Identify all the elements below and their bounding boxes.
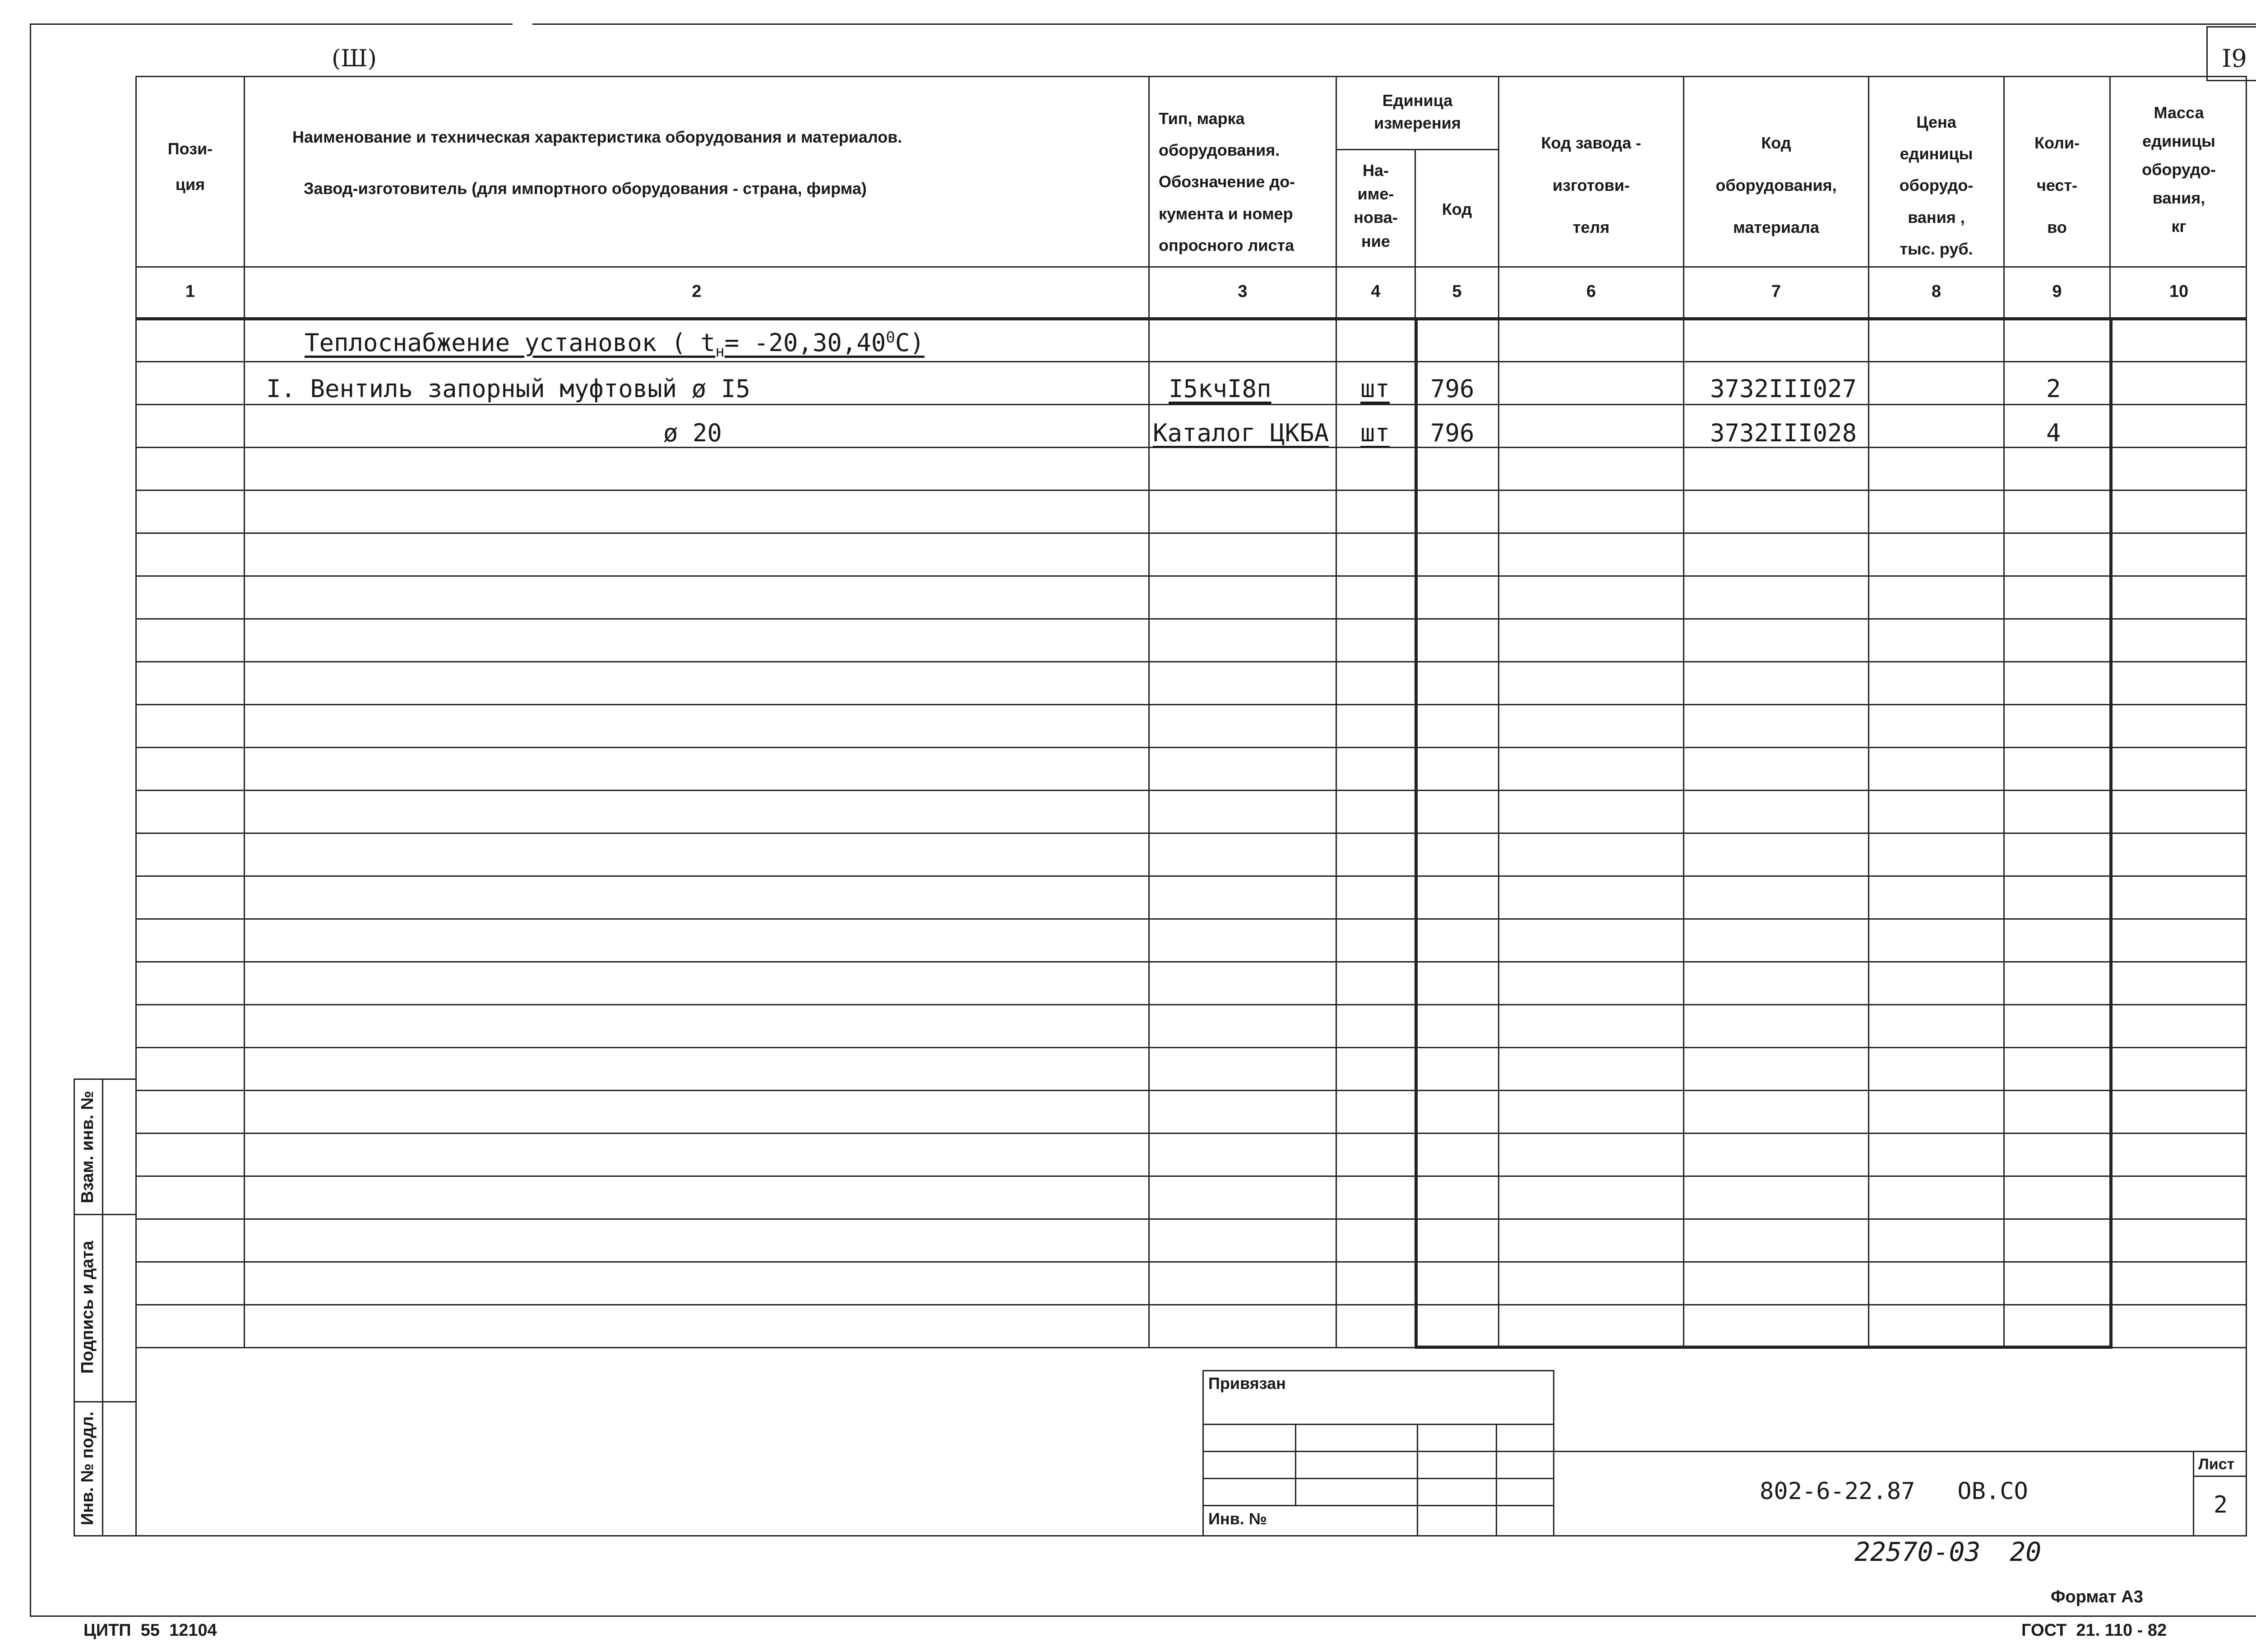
section-title-end: С) xyxy=(895,329,925,357)
row-line xyxy=(135,661,2247,662)
list-label: Лист xyxy=(2198,1456,2235,1473)
row2-unit-code: 796 xyxy=(1430,419,1475,447)
header-type: Тип, марка оборудования. Обозначение до- кумента и номер опросного листа xyxy=(1159,109,1295,255)
handwritten-number xyxy=(1854,1536,2041,1567)
row-line xyxy=(135,747,2247,748)
side-stamp-divider xyxy=(102,1078,103,1536)
left-border xyxy=(30,23,31,1616)
row-line xyxy=(135,875,2247,877)
row1-name: I. Вентиль запорный муфтовый ø I5 xyxy=(266,375,750,403)
privyazan-line xyxy=(1202,1424,1554,1425)
header-unit-code: Код xyxy=(1442,200,1472,218)
doc-block-top xyxy=(1554,1451,2247,1452)
row-line xyxy=(135,1261,2247,1263)
privyazan-divider xyxy=(1417,1424,1418,1536)
row-line xyxy=(135,575,2247,577)
privyazan-line xyxy=(1202,1505,1554,1506)
row-line xyxy=(135,618,2247,620)
roman-mark: (Ш) xyxy=(332,45,377,72)
row1-equipment-code: 3732III027 xyxy=(1710,375,1857,403)
row-line xyxy=(135,961,2247,963)
side-inv-podl-label: Инв. № подл. xyxy=(78,1411,97,1526)
footer-format: Формат А3 xyxy=(2051,1587,2143,1606)
section-title xyxy=(305,329,925,361)
row1-type: I5кчI8п xyxy=(1169,375,1271,403)
col-line-2 xyxy=(1148,76,1150,1347)
row-line xyxy=(135,1218,2247,1220)
header-unit-name: На- име- нова- ние xyxy=(1354,161,1398,250)
row-line xyxy=(135,833,2247,834)
row-line xyxy=(135,1133,2247,1134)
side-vzam-label: Взам. инв. № xyxy=(78,1091,97,1203)
row-line xyxy=(135,1175,2247,1177)
col-line-7 xyxy=(1868,76,1869,1347)
header-name-line1: Наименование и техническая характеристика оборудования и материалов. xyxy=(292,128,902,146)
row-line xyxy=(135,918,2247,920)
col-line-1 xyxy=(244,76,245,1347)
row2-unit-name: шт xyxy=(1360,419,1390,447)
privyazan-divider xyxy=(1496,1424,1497,1536)
col-line-8 xyxy=(2003,76,2005,1347)
column-number-1: 1 xyxy=(185,282,195,301)
row-line xyxy=(135,790,2247,791)
footer-left-code: ЦИТП 55 12104 xyxy=(83,1621,217,1640)
col-line-3 xyxy=(1336,76,1337,1347)
row-line xyxy=(135,1347,2247,1348)
document-code: 802-6-22.87 ОВ.СО xyxy=(1760,1478,2028,1505)
column-number-4: 4 xyxy=(1371,282,1381,301)
list-box-line xyxy=(2193,1476,2247,1477)
privyazan-line xyxy=(1202,1451,1554,1452)
row1-unit-code: 796 xyxy=(1430,375,1475,403)
column-number-2: 2 xyxy=(692,282,702,301)
privyazan-label: Привязан xyxy=(1208,1374,1286,1393)
side-podpis-label: Подпись и дата xyxy=(78,1240,97,1374)
section-title-main: Теплоснабжение установок ( t xyxy=(305,329,716,357)
row-line xyxy=(135,1004,2247,1005)
top-border-left xyxy=(30,23,513,25)
colnum-bottom-line xyxy=(135,317,2247,320)
row-line xyxy=(135,490,2247,491)
column-number-8: 8 xyxy=(1931,282,1942,301)
col-line-5 xyxy=(1498,76,1499,1347)
privyazan-line xyxy=(1202,1478,1554,1479)
column-number-10: 10 xyxy=(2169,282,2189,301)
footer-gost: ГОСТ 21. 110 - 82 xyxy=(2021,1621,2167,1640)
row-line xyxy=(135,361,2247,362)
row-line xyxy=(135,1304,2247,1305)
privyazan-divider xyxy=(1295,1424,1296,1505)
bottom-border xyxy=(30,1615,2256,1617)
row2-equipment-code: 3732III028 xyxy=(1710,419,1857,447)
column-number-9: 9 xyxy=(2052,282,2062,301)
row1-quantity: 2 xyxy=(2046,375,2061,403)
row-line xyxy=(135,1090,2247,1091)
row2-name: ø 20 xyxy=(663,419,722,447)
column-number-5: 5 xyxy=(1452,282,1462,301)
handwritten-number-main: 22570-03 xyxy=(1854,1536,1981,1567)
corner-number: I9 xyxy=(2222,44,2247,73)
header-position: Пози- ция xyxy=(167,139,213,194)
header-price: Цена единицы оборудо- вания , тыс. руб. xyxy=(1899,113,1974,258)
column-number-7: 7 xyxy=(1771,282,1781,301)
col-line-6 xyxy=(1683,76,1684,1347)
inv-no-label: Инв. № xyxy=(1208,1509,1267,1528)
column-number-3: 3 xyxy=(1238,282,1248,301)
header-equipment-code: Код оборудования, материала xyxy=(1715,134,1837,237)
header-quantity: Коли- чест- во xyxy=(2034,134,2080,237)
header-plant-code: Код завода - изготови- теля xyxy=(1541,134,1641,237)
row2-type: Каталог ЦКБА xyxy=(1153,419,1329,447)
row-line xyxy=(135,1047,2247,1048)
row-line xyxy=(135,532,2247,534)
header-name-line2: Завод-изготовитель (для импортного оборудования - страна, фирма) xyxy=(304,179,867,198)
row1-unit-name: шт xyxy=(1360,375,1390,403)
list-number: 2 xyxy=(2213,1491,2228,1518)
handwritten-number-suffix: 20 xyxy=(2010,1536,2042,1567)
row2-quantity: 4 xyxy=(2046,419,2061,447)
section-title-sub: н xyxy=(715,342,725,361)
header-mass: Масса единицы оборудо- вания, кг xyxy=(2142,103,2216,236)
header-bottom-line xyxy=(135,266,2247,268)
unit-group-line xyxy=(1336,149,1498,150)
header-unit-group: Единица измерения xyxy=(1374,91,1461,133)
top-border-right xyxy=(532,23,2256,25)
column-number-6: 6 xyxy=(1586,282,1596,301)
section-title-values: = -20,30,40 xyxy=(724,329,886,357)
section-title-sup: 0 xyxy=(886,329,895,347)
row-line xyxy=(135,704,2247,705)
row-line xyxy=(135,404,2247,405)
